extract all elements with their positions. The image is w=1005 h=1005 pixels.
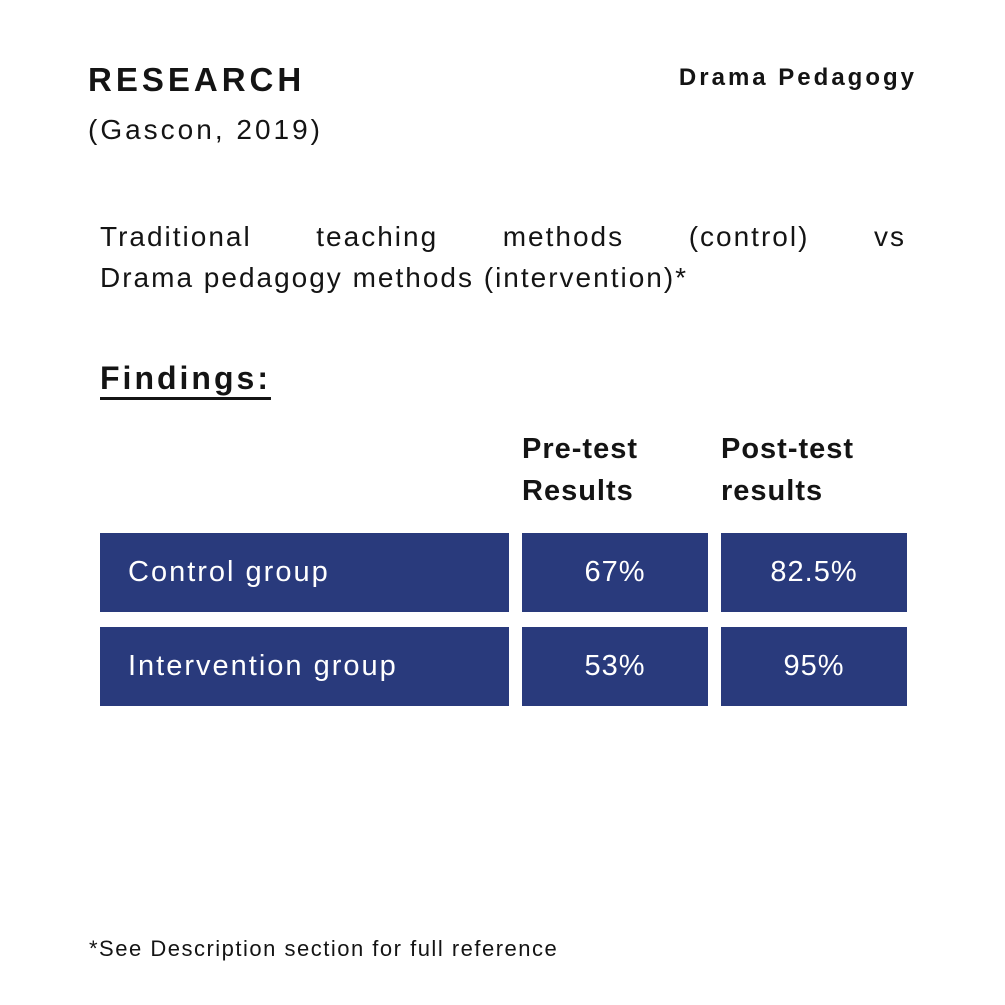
row-label-intervention: Intervention group (100, 627, 509, 706)
topic-label: Drama Pedagogy (678, 64, 917, 91)
header-spacer (100, 428, 509, 512)
description-line-1: Traditional teaching methods (control) vs (100, 221, 906, 252)
table-header-row (100, 428, 907, 512)
footnote: *See Description section for full reference (89, 936, 559, 961)
table-row-control (100, 533, 907, 612)
header-pre-test: Pre-test Results (522, 433, 638, 507)
results-table (100, 428, 907, 706)
control-pre-test-value: 67% (522, 533, 708, 612)
control-post-test-value: 82.5% (721, 533, 907, 612)
row-label-control: Control group (100, 533, 509, 612)
intervention-post-test-value: 95% (721, 627, 907, 706)
page-title: RESEARCH (88, 61, 306, 98)
intervention-pre-test-value: 53% (522, 627, 708, 706)
citation: (Gascon, 2019) (88, 114, 323, 145)
findings-heading: Findings: (100, 360, 271, 396)
header-post-test: Post-test results (721, 433, 855, 507)
description-line-2: Drama pedagogy methods (intervention)* (100, 262, 689, 293)
table-row-intervention (100, 627, 907, 706)
description-paragraph (100, 216, 906, 298)
